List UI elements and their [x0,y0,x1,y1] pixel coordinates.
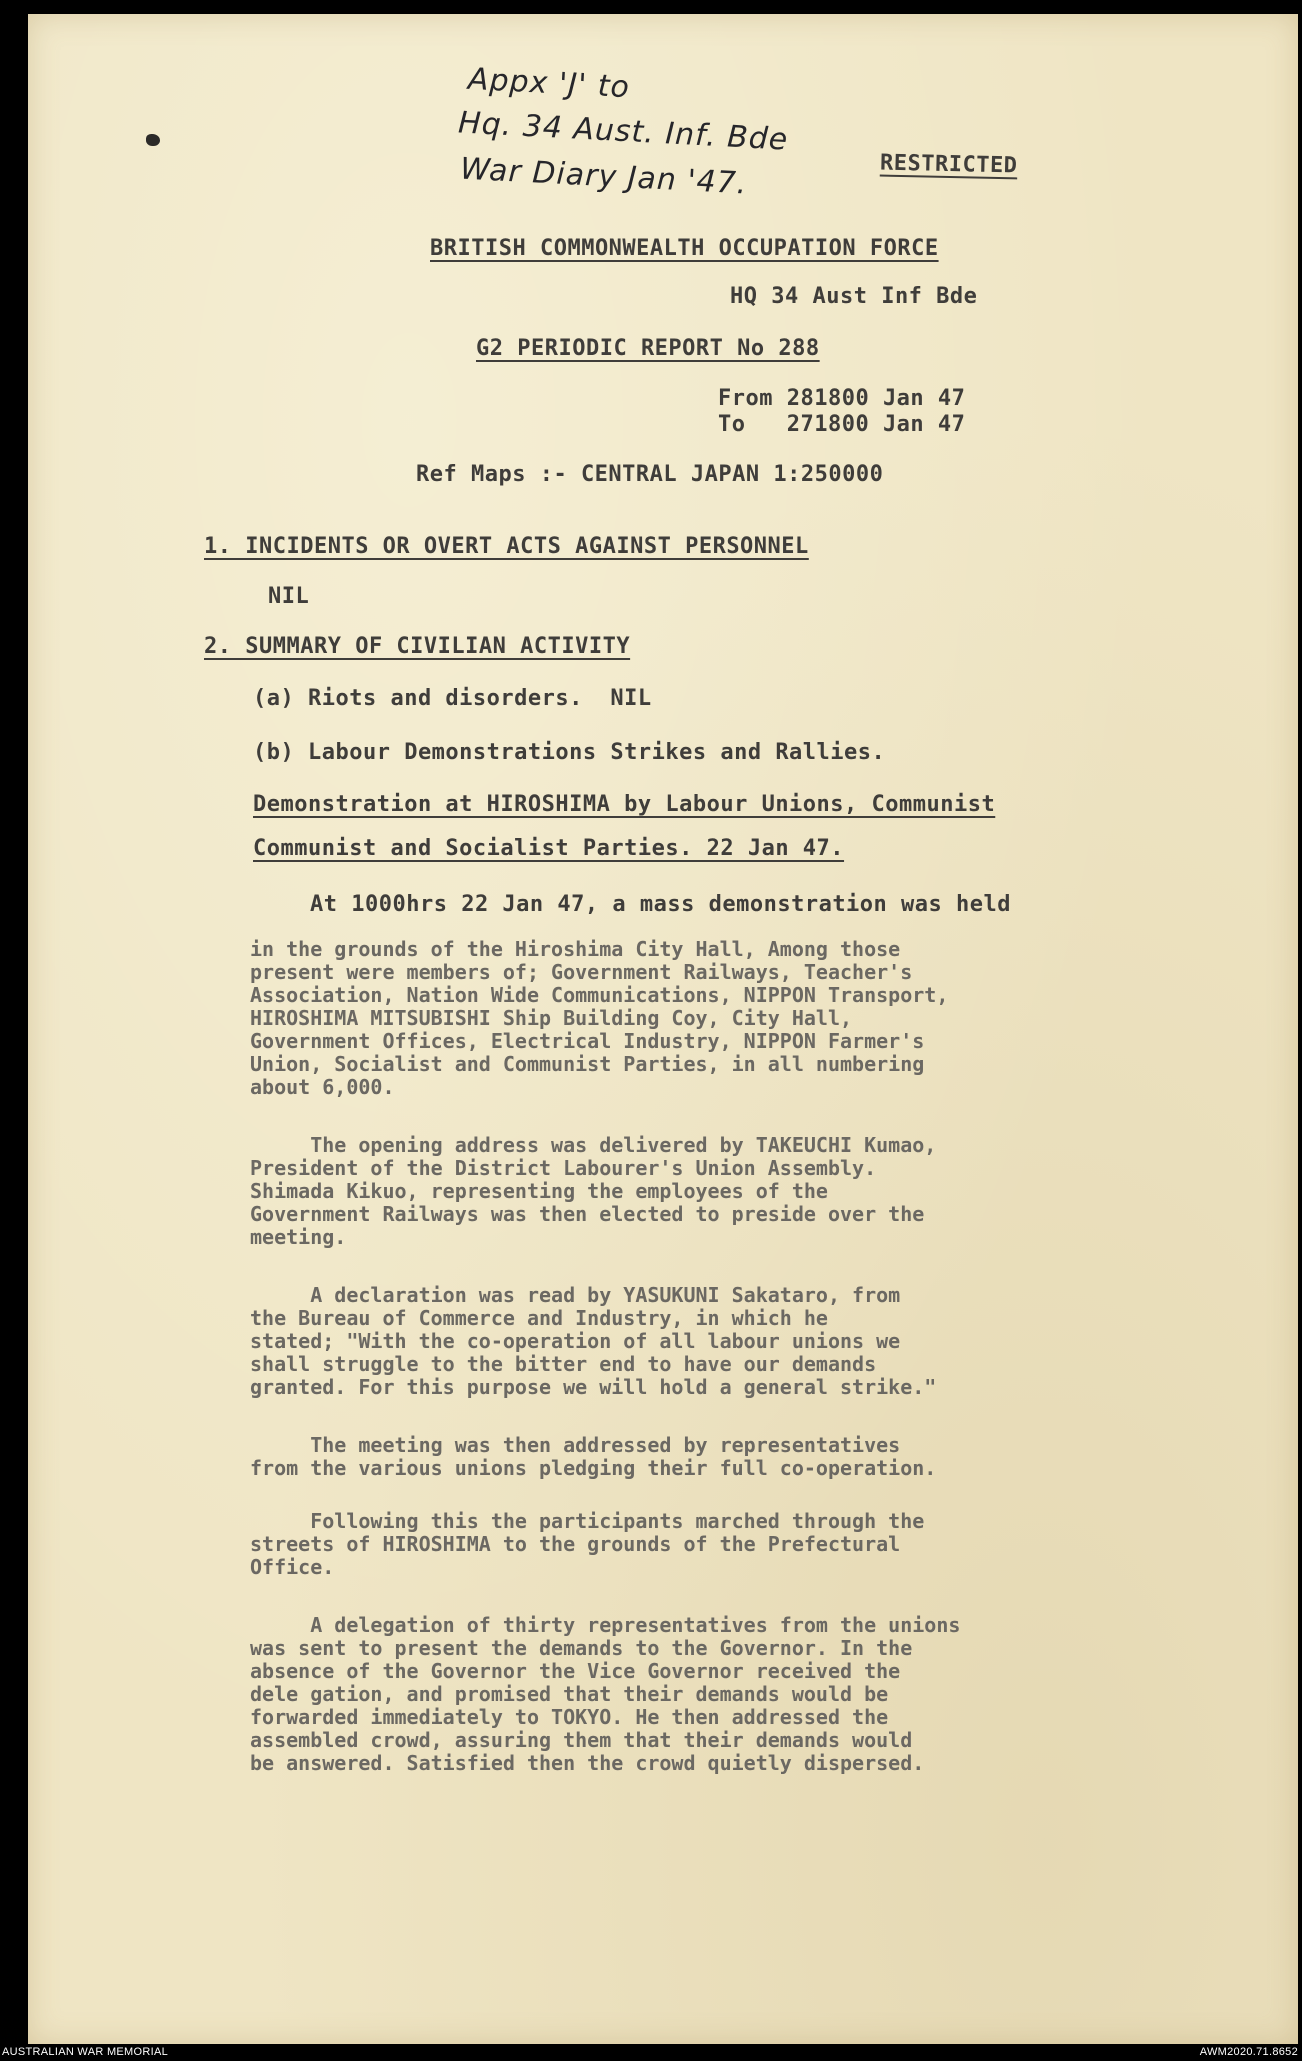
footer-archive-name: AUSTRALIAN WAR MEMORIAL [2,2046,169,2058]
headquarters-line: HQ 34 Aust Inf Bde [730,284,978,309]
footer-accession-number: AWM2020.71.8652 [1199,2046,1298,2058]
paragraph-1-first-line: At 1000hrs 22 Jan 47, a mass demonstration was held [310,892,1012,917]
handwritten-annotation-line3: War Diary Jan '47. [459,151,749,202]
section-1-body: NIL [268,584,310,609]
paragraph-3: A declaration was read by YASUKUNI Sakataro, from the Bureau of Commerce and Industry, in which he stated; "With the co-operation of all labour unions we shall struggle to the bitter end to have our demands granted. For this purpose we will hold a general strike." [250,1283,937,1399]
item-a: (a) Riots and disorders. NIL [253,686,652,711]
handwritten-annotation-line2: Hq. 34 Aust. Inf. Bde [457,105,790,158]
paragraph-6: A delegation of thirty representatives from the unions was sent to present the demands to the Governor. In the absence of the Governor the Vice Governor received the dele gation, and promised that their demands would be forwarded immediately to TOKYO. He then addressed the assembled crowd, assuring them that their demands would be answered. Satisfied then the crowd quietly dispersed. [250,1613,961,1775]
handwritten-annotation-line1: Appx 'J' to [467,61,631,106]
section-1-heading: 1. INCIDENTS OR OVERT ACTS AGAINST PERSONNEL [204,534,809,559]
punch-hole [146,134,160,146]
item-b: (b) Labour Demonstrations Strikes and Rallies. [253,740,886,765]
document-page [28,14,1298,2044]
paragraph-2: The opening address was delivered by TAKEUCHI Kumao, President of the District Labourer's Union Assembly. Shimada Kikuo, representing the employees of the Government Railways was then elected to preside over the meeting. [250,1133,937,1249]
organisation-heading: BRITISH COMMONWEALTH OCCUPATION FORCE [430,236,939,261]
report-title: G2 PERIODIC REPORT No 288 [476,336,820,361]
period-from: From 281800 Jan 47 [718,386,966,411]
section-2-heading: 2. SUMMARY OF CIVILIAN ACTIVITY [204,634,631,659]
paragraph-4: The meeting was then addressed by representatives from the various unions pledging their full co-operation. [250,1433,937,1480]
paragraph-5: Following this the participants marched through the streets of HIROSHIMA to the grounds of the Prefectural Office. [250,1509,925,1579]
demonstration-heading-line1: Demonstration at HIROSHIMA by Labour Unions, Communist [253,792,996,817]
paragraph-1: in the grounds of the Hiroshima City Hall, Among those present were members of; Government Railways, Teacher's Association, Nation Wide Communications, NIPPON Transport, HIROSHIMA MITSUBISHI Ship Building Coy, City Hall, Government Offices, Electrical Industry, NIPPON Farmer's Union, Socialist and Communist Parties, in all numbering about 6,000. [250,937,949,1099]
period-to: To 271800 Jan 47 [718,412,966,437]
reference-maps: Ref Maps :- CENTRAL JAPAN 1:250000 [416,462,884,487]
demonstration-heading-line2: Communist and Socialist Parties. 22 Jan 47. [253,836,845,861]
classification-stamp: RESTRICTED [879,150,1018,179]
